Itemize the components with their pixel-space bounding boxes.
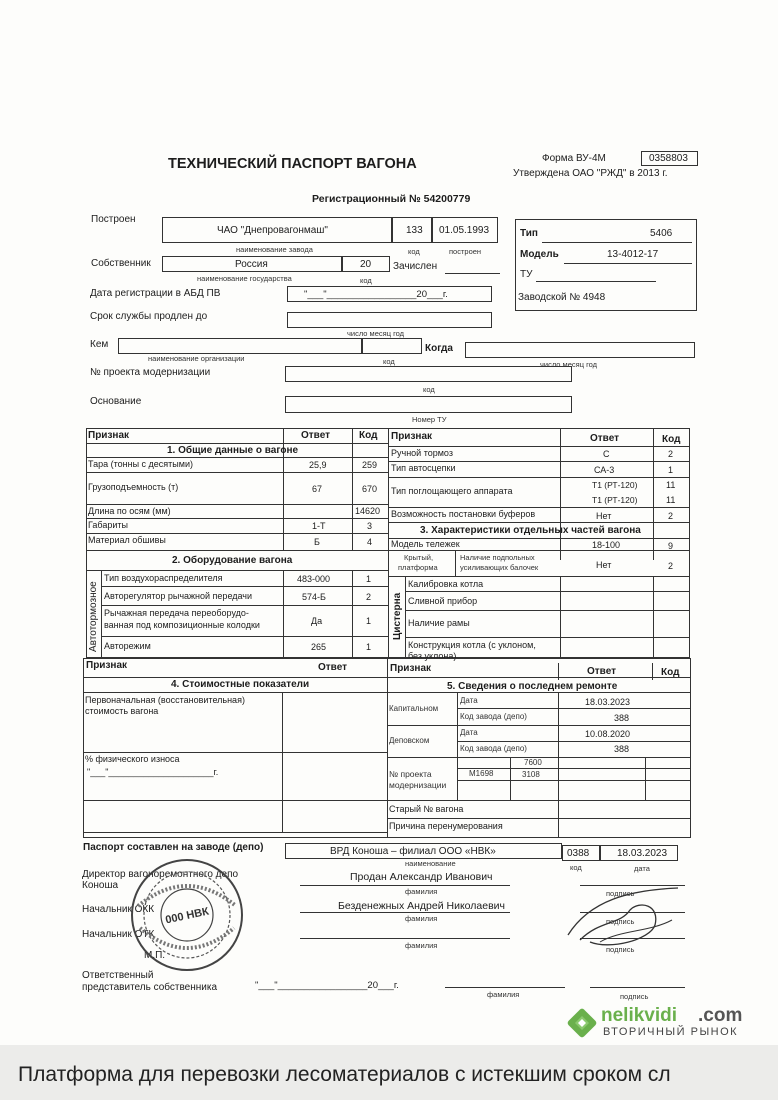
- row-capacity-code: 670: [362, 484, 378, 494]
- wear-date: "___"_____________________г.: [87, 767, 219, 777]
- compiled-code-caption: код: [570, 863, 582, 872]
- mod-project-b: 3108: [522, 770, 540, 779]
- depot-date-label: Дата: [460, 728, 478, 737]
- underbeams-code: 2: [668, 561, 674, 571]
- row-material-code: 4: [367, 537, 373, 547]
- mod-project-value: М1698: [469, 769, 494, 778]
- brake-lever-value: Да: [311, 616, 323, 626]
- logo-icon: [565, 1006, 599, 1040]
- nelikvidi-logo: [565, 1004, 765, 1042]
- initial-cost-label-2: стоимость вагона: [85, 706, 159, 716]
- row-capacity-label: Грузоподъемность (т): [88, 482, 179, 492]
- underbeams-label-2: усиливающих балочек: [460, 563, 539, 572]
- hand-brake-code: 2: [668, 449, 674, 459]
- section-4-title: 4. Стоимостные показатели: [171, 679, 310, 690]
- bogie-label: Модель тележек: [391, 539, 460, 549]
- listing-caption[interactable]: Платформа для перевозки лесоматериалов с истекшим сроком сл: [18, 1063, 671, 1086]
- row-gabarit-label: Габариты: [88, 520, 128, 530]
- hand-brake-value: С: [603, 449, 610, 459]
- type-label: Тип: [520, 228, 538, 239]
- owner-label: Собственник: [91, 258, 151, 269]
- compiled-value: ВРД Коноша – филиал ООО «НВК»: [330, 846, 496, 857]
- covered-label: Крытый,: [404, 553, 434, 562]
- owner-code: 20: [360, 259, 372, 270]
- owner-rep-role: Ответственный: [82, 970, 154, 981]
- extended-caption: число месяц год: [347, 329, 405, 338]
- type-value: 5406: [650, 228, 673, 239]
- owner-code-box: [342, 256, 390, 272]
- modproject-box: [285, 366, 572, 382]
- form-label: Форма ВУ-4М: [542, 153, 606, 164]
- registration-number: Регистрационный № 54200779: [312, 193, 471, 205]
- mod-project-label: № проекта: [389, 769, 432, 779]
- logo-tagline: ВТОРИЧНЫЙ РЫНОК: [603, 1026, 739, 1038]
- extended-label: Срок службы продлен до: [90, 311, 208, 322]
- owner-rep-date: "___"_________________20___г.: [255, 980, 399, 991]
- row-material-value: Б: [314, 537, 320, 547]
- owner-code-caption: код: [360, 276, 372, 285]
- row-material-label: Материал обшивы: [88, 535, 166, 545]
- row-gabarit-code: 3: [367, 521, 373, 531]
- underbeams-value: Нет: [596, 560, 612, 570]
- basis-label: Основание: [90, 396, 142, 407]
- tank-label: Цистерна: [392, 592, 403, 640]
- when-label: Когда: [425, 343, 453, 354]
- compiled-date-box: [600, 845, 678, 861]
- signer-1-role: Директор вагоноремонтного депо: [82, 869, 239, 880]
- owner-rep-caption: фамилия: [487, 990, 520, 999]
- signer-1-name: Продан Александр Иванович: [350, 871, 493, 883]
- row-tare-value: 25,9: [309, 460, 327, 470]
- buffers-value: Нет: [596, 511, 612, 521]
- reg-date-value: "___"_________________20___г.: [304, 289, 448, 300]
- section-1-title: 1. Общие данные о вагоне: [167, 445, 299, 456]
- owner-value: Россия: [235, 259, 268, 270]
- compiled-code: 0388: [567, 848, 590, 859]
- round-stamp: [128, 856, 246, 974]
- t1-header-otvet-right: Ответ: [590, 433, 620, 444]
- autobrake-label: Автотормозное: [88, 581, 99, 652]
- capital-code: 388: [614, 713, 630, 723]
- basis-box: [285, 396, 572, 413]
- kem-code-caption: код: [383, 357, 395, 366]
- compiled-date-caption: дата: [634, 864, 650, 873]
- brake-distributor-code: 1: [366, 574, 372, 584]
- kem-label: Кем: [90, 339, 109, 350]
- capital-date: 18.03.2023: [585, 697, 631, 707]
- section-2-title: 2. Оборудование вагона: [172, 555, 293, 566]
- t2-header-kod-right: Код: [661, 667, 680, 678]
- brake-lever-label-2: ванная под композиционные колодки: [104, 620, 260, 630]
- signer-3-sig: подпись: [606, 945, 635, 954]
- absorber-value-1: Т1 (РТ-120): [592, 480, 638, 490]
- modproject-caption: код: [423, 385, 435, 394]
- section-3-title: 3. Характеристики отдельных частей вагона: [420, 525, 641, 536]
- kem-org-caption: наименование организации: [148, 354, 245, 363]
- built-code-caption: код: [408, 247, 420, 256]
- built-plant-caption: наименование завода: [236, 245, 313, 254]
- t2-header-priznak-right: Признак: [390, 663, 432, 674]
- row-length-code: 14620: [355, 506, 381, 516]
- modproject-label: № проекта модернизации: [90, 367, 211, 378]
- built-plant: ЧАО "Днепровагонмаш": [217, 225, 328, 236]
- built-label: Построен: [91, 214, 136, 225]
- logo-brand: nelikvidi: [601, 1005, 678, 1026]
- brake-automode-code: 1: [366, 642, 372, 652]
- compiled-label: Паспорт составлен на заводе (депо): [83, 842, 264, 853]
- compiled-box: [285, 843, 562, 859]
- t2-header-otvet: Ответ: [318, 662, 348, 673]
- approved-note: Утверждена ОАО "РЖД" в 2013 г.: [513, 168, 668, 179]
- row-tare-code: 259: [362, 460, 378, 470]
- form-number-box: [641, 151, 698, 166]
- t1-header-priznak: Признак: [88, 430, 130, 441]
- t2-header-otvet-right: Ответ: [587, 666, 617, 677]
- renumber-reason-label: Причина перенумерования: [389, 821, 503, 831]
- brake-automode-value: 265: [311, 642, 327, 652]
- t1-header-otvet: Ответ: [301, 430, 331, 441]
- compiled-code-box: [562, 845, 600, 861]
- signer-2-caption: фамилия: [405, 914, 438, 923]
- row-tare-label: Тара (тонны с десятыми): [88, 459, 193, 469]
- built-code-box: [392, 217, 432, 243]
- bogie-code: 9: [668, 541, 674, 551]
- t1-header-kod: Код: [359, 430, 378, 441]
- bogie-value: 18-100: [592, 540, 621, 550]
- depot-code: 388: [614, 744, 630, 754]
- capital-code-label: Код завода (депо): [460, 712, 527, 721]
- form-number: 0358803: [649, 153, 688, 164]
- t2-header-priznak: Признак: [86, 660, 128, 671]
- hand-brake-label: Ручной тормоз: [391, 448, 453, 458]
- depot-repair-label: Деповском: [389, 736, 430, 745]
- signer-1-sig: подпись: [606, 889, 635, 898]
- row-gabarit-value: 1-Т: [312, 521, 326, 531]
- owner-rep-role-2: представитель собственника: [82, 982, 218, 993]
- absorber-code-2: 11: [666, 495, 676, 505]
- compiled-caption: наименование: [405, 859, 456, 868]
- depot-date: 10.08.2020: [585, 729, 631, 739]
- tank-construction-2: без уклона): [408, 651, 457, 661]
- extended-box: [287, 312, 492, 328]
- coupler-value: СА-3: [594, 465, 615, 475]
- kem-code-box: [362, 338, 422, 354]
- reg-date-box: [287, 286, 492, 302]
- when-box: [465, 342, 695, 358]
- buffers-label: Возможность постановки буферов: [391, 509, 536, 519]
- signer-3-caption: фамилия: [405, 941, 438, 950]
- tank-frame: Наличие рамы: [408, 618, 470, 628]
- depot-code-label: Код завода (депо): [460, 744, 527, 753]
- basis-caption: Номер ТУ: [412, 415, 447, 424]
- brake-lever-label: Рычажная передача переоборудо-: [104, 608, 249, 618]
- type-model-box: [515, 219, 697, 311]
- stamp-center: 000 НВК: [164, 905, 210, 927]
- signer-2-role: Начальник ОКК: [82, 904, 155, 915]
- signer-2-name: Безденежных Андрей Николаевич: [338, 900, 505, 912]
- section-5-title: 5. Сведения о последнем ремонте: [447, 681, 618, 692]
- brake-regulator-label: Авторегулятор рычажной передачи: [104, 591, 253, 601]
- brake-regulator-value: 574-Б: [302, 592, 326, 602]
- old-number-label: Старый № вагона: [389, 804, 464, 814]
- capital-date-label: Дата: [460, 696, 478, 705]
- signature-scribble: [560, 880, 690, 960]
- owner-box: [162, 256, 342, 272]
- built-date-caption: построен: [449, 247, 482, 256]
- t1-header-kod-right: Код: [662, 434, 681, 445]
- brake-lever-code: 1: [366, 616, 372, 626]
- capital-repair-label: Капитальном: [389, 704, 439, 713]
- enlisted-label: Зачислен: [393, 261, 438, 272]
- owner-rep-sig: подпись: [620, 992, 649, 1001]
- t1-header-priznak-right: Признак: [391, 431, 433, 442]
- doc-title: ТЕХНИЧЕСКИЙ ПАСПОРТ ВАГОНА: [168, 156, 417, 172]
- coupler-code: 1: [668, 465, 674, 475]
- absorber-label: Тип поглощающего аппарата: [391, 486, 513, 496]
- mod-project-a: 7600: [524, 758, 542, 767]
- brake-automode-label: Авторежим: [104, 641, 151, 651]
- row-capacity-value: 67: [312, 484, 323, 494]
- buffers-code: 2: [668, 511, 674, 521]
- tu-label: ТУ: [520, 269, 533, 280]
- underbeams-label: Наличие подпольных: [460, 553, 535, 562]
- signer-1-caption: фамилия: [405, 887, 438, 896]
- serial-number: Заводской № 4948: [518, 292, 606, 303]
- tank-construction: Конструкция котла (с уклоном,: [408, 640, 536, 650]
- row-length-label: Длина по осям (мм): [88, 506, 171, 516]
- model-label: Модель: [520, 249, 559, 260]
- compiled-date: 18.03.2023: [617, 848, 668, 859]
- wear-label: % физического износа: [85, 754, 180, 764]
- built-code: 133: [406, 225, 423, 236]
- kem-org-box: [118, 338, 362, 354]
- signer-1-role-2: Коноша: [82, 880, 119, 891]
- brake-distributor-label: Тип воздухораспределителя: [104, 573, 223, 583]
- when-caption: число месяц год: [540, 360, 598, 369]
- initial-cost-label: Первоначальная (восстановительная): [85, 695, 245, 705]
- absorber-code-1: 11: [666, 480, 676, 490]
- built-date: 01.05.1993: [439, 225, 490, 236]
- built-plant-box: [162, 217, 392, 243]
- reg-date-label: Дата регистрации в АБД ПВ: [90, 288, 221, 299]
- model-value: 13-4012-17: [607, 249, 659, 260]
- logo-brand-suffix: .com: [698, 1005, 743, 1026]
- mp-label: М.П.: [144, 950, 166, 961]
- tank-drain: Сливной прибор: [408, 596, 478, 606]
- tank-calibration: Калибровка котла: [408, 579, 484, 589]
- covered-label-2: платформа: [398, 563, 438, 572]
- brake-distributor-value: 483-000: [297, 574, 331, 584]
- mod-project-label-2: модернизации: [389, 780, 447, 790]
- absorber-value-2: Т1 (РТ-120): [592, 495, 638, 505]
- signer-3-role: Начальник ОТК: [82, 929, 155, 940]
- owner-caption: наименование государства: [197, 274, 292, 283]
- brake-regulator-code: 2: [366, 592, 372, 602]
- coupler-label: Тип автосцепки: [391, 463, 456, 473]
- built-date-box: [432, 217, 498, 243]
- signer-2-sig: подпись: [606, 917, 635, 926]
